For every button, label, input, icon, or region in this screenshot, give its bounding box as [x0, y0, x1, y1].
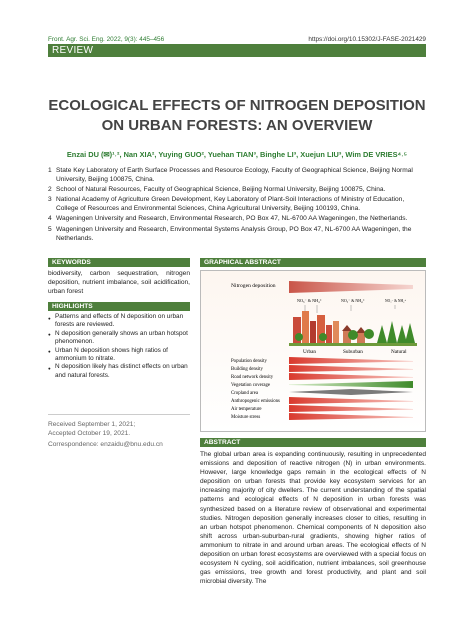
- affiliation-item: [48, 195, 428, 213]
- ratio-label-natural: NO₃⁻ & NH₄⁺: [385, 299, 407, 303]
- keywords-heading: KEYWORDS: [48, 258, 190, 267]
- highlight-text: Urban N deposition shows high ratios of ammonium to nitrate.: [55, 346, 168, 363]
- gradient-label-cropland: Cropland area: [231, 391, 259, 396]
- affiliation-number: 3: [48, 196, 52, 204]
- gradient-label-vegetation: Vegetation coverage: [231, 383, 271, 388]
- affiliation-text: School of Natural Resources, Faculty of Geographical Science, Beijing Normal University, Beijing 100875, China.: [56, 186, 386, 194]
- bullet-icon: ●: [48, 315, 51, 321]
- accepted-date: Accepted October 19, 2021.: [48, 430, 131, 437]
- highlights-list: [48, 313, 190, 380]
- left-column: [48, 258, 190, 380]
- paper-title: ECOLOGICAL EFFECTS OF NITROGEN DEPOSITION ON URBAN FORESTS: AN OVERVIEW: [48, 97, 426, 134]
- highlight-text: N deposition likely has distinct effects on urban and natural forests.: [55, 363, 188, 379]
- gradient-label-temperature: Air temperature: [231, 407, 262, 412]
- gradient-label-building: Building density: [231, 367, 263, 372]
- abstract-section: [200, 438, 426, 447]
- deposition-label: Nitrogen deposition: [231, 283, 276, 289]
- ratio-label-suburban: NO₃⁻ & NH₄⁺: [341, 298, 365, 303]
- graphical-abstract-svg: [201, 271, 425, 431]
- received-date: Received September 1, 2021;: [48, 421, 136, 428]
- zone-urban: Urban: [303, 349, 316, 355]
- ratio-label-urban: NO₃⁻ & NH₄⁺: [297, 298, 322, 303]
- correspondence[interactable]: Correspondence: enzaidu@bnu.edu.cn: [48, 441, 163, 448]
- gradient-label-road: Road network density: [231, 375, 274, 380]
- graphical-abstract-heading: GRAPHICAL ABSTRACT: [200, 258, 426, 267]
- graphical-abstract-figure: [200, 270, 426, 432]
- bullet-icon: ●: [48, 365, 51, 371]
- affiliation-number: 4: [48, 215, 52, 223]
- section-label: REVIEW: [52, 45, 94, 56]
- doi-link[interactable]: https://doi.org/10.15302/J-FASE-2021429: [308, 36, 426, 43]
- article-dates: [48, 420, 135, 438]
- keywords-text: biodiversity, carbon sequestration, nitrogen deposition, nutrient imbalance, soil acidification, urban forest: [48, 270, 190, 295]
- affiliation-item: [48, 214, 428, 223]
- highlight-text: Patterns and effects of N deposition on urban forests are reviewed.: [55, 313, 184, 329]
- gradient-label-emissions: Anthropogenic emissions: [231, 399, 280, 404]
- bullet-icon: ●: [48, 349, 51, 355]
- affiliation-number: 5: [48, 225, 52, 233]
- affiliation-item: [48, 166, 428, 184]
- gradient-label-population: Population density: [231, 359, 267, 364]
- affiliation-number: 1: [48, 167, 52, 174]
- affiliation-item: [48, 185, 428, 194]
- highlight-text: N deposition generally shows an urban hotspot phenomenon.: [55, 329, 188, 346]
- highlights-heading: HIGHLIGHTS: [48, 302, 190, 311]
- highlight-item: [48, 313, 190, 330]
- abstract-text: The global urban area is expanding continuously, resulting in unprecedented emissions and deposition of reactive nitrogen (N) in urban environments. However, large knowledge gaps remain in the ecological effects of N deposition on urban forests that provide key ecosystem services for an increasing majority of city dwellers. The current understanding of the spatial patterns and ecological effects of N deposition in urban forests was synthesized based on a literature review of observational and experimental studies. Nitrogen deposition generally increases closer to cities, resulting in an urban hotspot phenomenon. Chemical components of N deposition also shift across urban-suburban-rural gradients, showing higher ratios of ammonium to nitrate in and around urban areas. The ecological effects of N deposition on urban forest ecosystems are overviewed with a special focus on ecosystem N cycling, soil acidification, nutrient imbalances, soil greenhouse gas emissions, tree growth and forest productivity, and plant and soil microbial diversity. The: [200, 451, 426, 586]
- affiliation-text: State Key Laboratory of Earth Surface Processes and Resource Ecology, Faculty of Geographical Science, Beijing Normal University, Beijing 100875, China.: [56, 167, 413, 184]
- highlight-item: [48, 330, 190, 347]
- gradient-label-moisture: Moisture stress: [231, 415, 261, 420]
- highlight-item: [48, 347, 190, 364]
- zone-natural: Natural: [391, 349, 407, 355]
- affiliation-text: National Academy of Agriculture Green Development, Key Laboratory of Plant-Soil Interactions of Ministry of Education, College of Resources and Environmental Sciences, China Agricultural University, Beijing 100193, China.: [56, 196, 405, 213]
- zone-suburban: Suburban: [343, 349, 363, 355]
- divider: [48, 414, 190, 415]
- affiliation-text: Wageningen University and Research, Environmental Research, PO Box 47, NL-6700 AA Wageningen, the Netherlands.: [56, 215, 408, 223]
- right-column: [200, 258, 426, 267]
- affiliation-list: [48, 166, 428, 244]
- author-list: Enzai DU (✉)¹˒², Nan XIA², Yuying GUO², Yuehan TIAN³, Binghe LI³, Xuejun LIU³, Wim DE VRIES⁴˒⁵: [66, 150, 408, 159]
- bullet-icon: ●: [48, 332, 51, 338]
- abstract-heading: ABSTRACT: [200, 438, 426, 447]
- affiliation-text: Wageningen University and Research, Environmental Systems Analysis Group, PO Box 47, NL-6700 AA Wageningen, the Netherlands.: [56, 225, 412, 242]
- section-banner: [48, 44, 426, 57]
- highlight-item: [48, 363, 190, 380]
- affiliation-item: [48, 225, 428, 243]
- affiliation-number: 2: [48, 186, 52, 194]
- journal-reference: Front. Agr. Sci. Eng. 2022, 9(3): 445–456: [48, 36, 165, 43]
